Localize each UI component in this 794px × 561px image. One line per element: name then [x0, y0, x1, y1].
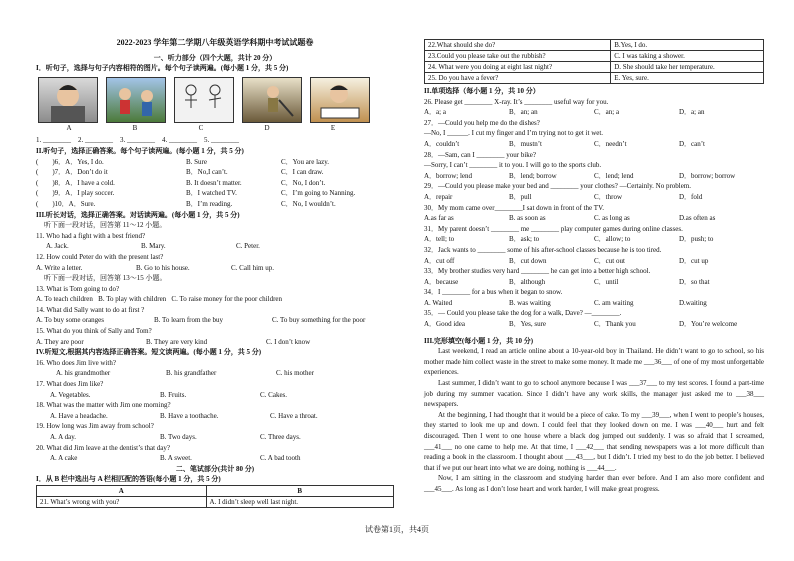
- q11: 11. Who had a fight with a best friend?: [36, 231, 146, 240]
- left-column: [36, 38, 394, 508]
- answer-a-cell: A. I didn’t sleep well last night.: [206, 496, 393, 507]
- q14: 14. What did Sally want to do at first ?: [36, 305, 145, 314]
- q17: 17. What does Jim like?: [36, 380, 104, 389]
- q27-line2: —No, I ______. I cut my finger and I’m trying not to get it wet.: [424, 129, 604, 138]
- q31: 31．My parent doesn’t ________ me ________ play computer games during online classes.: [424, 224, 683, 233]
- q35-options: A．Good idea B．Yes, sure C．Thank you D．You’re welcome: [424, 320, 738, 329]
- picture-b-sports: [106, 77, 166, 123]
- matching-table-top: [36, 485, 394, 508]
- q18: 18. What was the matter with Jim one morning?: [36, 401, 171, 410]
- part2-heading: 二、笔试部分(共计 80 分): [175, 464, 255, 473]
- picture-d-cleaning-cartoon: [242, 77, 302, 123]
- letter-c: C: [198, 123, 204, 132]
- section3-intro-2: 听下面一段对话，回答第 13～15 小题。: [44, 274, 167, 283]
- q32: 32．Jack wants to ________ some of his after-school classes because he is too tired.: [424, 245, 662, 254]
- q26: 26. Please get ________ X-ray. It’s ________ useful way for you.: [424, 97, 609, 106]
- mc-section-header: II.单项选择（每小题 1 分，共 10 分）: [424, 87, 540, 95]
- letter-e: E: [330, 123, 336, 132]
- q13-options: A. To teach children B. To play with children C. To raise money for the poor children: [36, 295, 283, 304]
- picture-c-dancing-cartoon: [174, 77, 234, 123]
- q28-options: A．borrow; lend B．lend; borrow C．lend; lend D．borrow; borrow: [424, 171, 736, 180]
- section3-header: III.听长对话，选择正确答案。对话读两遍。(每小题 1 分，共 5 分): [36, 210, 240, 219]
- q32-options: A．cut off B．cut down C．cut out D．cut up: [424, 256, 709, 265]
- q12-options: A. Write a letter. B. Go to his house. C. Call him up.: [36, 263, 274, 272]
- right-column: [424, 39, 764, 495]
- section4-header: IV.听短文,根据其内容选择正确答案。短文读两遍。(每小题 1 分，共 5 分): [36, 348, 262, 357]
- section3-intro-1: 听下面一段对话，回答第 11～12 小题。: [44, 221, 167, 230]
- q28-line1: 28．—Sam, can I ________ your bike?: [424, 150, 536, 159]
- q33: 33．My brother studies very hard ________ he can get into a better high school.: [424, 267, 651, 276]
- q8-row: ( )8．A．I have a cold. B. It doesn’t matter. C．No, I don’t.: [36, 178, 326, 187]
- q16-options: A. his grandmother B. his grandfather C. his mother: [56, 369, 314, 378]
- matching-table-continued: 22.What should she do? B.Yes, I do. 23.Could you please take out the rubbish? C. I was taking a shower. 24. What were you doing at eight last night? D. She should take her temperature. 25. Do you have a fever? E. Yes, sure.: [424, 39, 764, 84]
- letter-a: A: [66, 123, 72, 132]
- q29-options: A．repair B．pull C．throw D．fold: [424, 192, 703, 201]
- section5-header: I．从 B 栏中选出与 A 栏相匹配的答语(每小题 1 分，共 5 分): [36, 475, 221, 484]
- picture-e-boy-reading: [310, 77, 370, 123]
- q15-options: A. They are poor B. They are very kind C. I don’t know: [36, 337, 311, 346]
- q19: 19. How long was Jim away from school?: [36, 422, 154, 431]
- picture-letters: [36, 123, 394, 134]
- q7-row: ( )7．A．Don’t do it B．No,I can’t. C．I can draw.: [36, 168, 324, 177]
- page-footer: 试卷第1页，共4页: [365, 525, 429, 534]
- q12: 12. How could Peter do with the present last?: [36, 252, 164, 261]
- q17-options: A. Vegetables. B. Fruits. C. Cakes.: [50, 390, 288, 399]
- q35: 35．— Could you please take the dog for a walk, Dave? —________.: [424, 309, 622, 318]
- col-b-header: B: [206, 485, 393, 496]
- q20: 20. What did Jim leave at the dentist’s that day?: [36, 443, 171, 452]
- q28-line2: —Sorry, I can’t ________ it to you. I will go to the sports club.: [424, 161, 602, 170]
- q33-options: A．because B．although C．until D．so that: [424, 277, 710, 286]
- q19-options: A. A day. B. Two days. C. Three days.: [50, 433, 301, 441]
- q27-options: A．couldn’t B．mustn’t C．needn’t D．can’t: [424, 139, 705, 148]
- part1-heading: 一、听力部分（四个大题，共计 20 分）: [153, 53, 277, 62]
- q31-options: A．tell; to B．ask; to C．allow; to D．push; to: [424, 235, 714, 244]
- section2-header: II.听句子，选择正确答案。每个句子读两遍。(每小题 1 分，共 5 分): [36, 146, 244, 155]
- q9-row: ( )9．A．I play soccer. B．I watched TV. C．I’m going to Nanning.: [36, 189, 356, 198]
- cloze-paragraph-3: At the beginning, I had thought that it would be a piece of cake. To my ___39___, when I went to people’s houses, they started to look me up and down. I could feel that they looked down on me. I was ___40___ hurt and felt discouraged. Then I went to one house where a black dog jumped out suddenly. I was so afraid that I screamed, ___41___ no one came to help me. At that time, I ___42___ that sending newspapers was a lot more difficult than reading a book in the classroom. I thought about ___43___, but I didn’t. I tried my best to do the job better. I believed that if we put our heart into what we are doing, nothing is ___44___.: [424, 410, 764, 472]
- q18-options: A. Have a headache. B. Have a toothache. C. Have a throat.: [50, 411, 318, 420]
- picture-a-crying-boy: [38, 77, 98, 123]
- cloze-paragraph-4: Now, I am sitting in the classroom and studying harder than ever before. And I am also more confident and ___45___. As long as I don’t lose heart and work harder, I will make great progress.: [424, 474, 764, 493]
- q15: 15. What do you think of Sally and Tom?: [36, 327, 152, 336]
- letter-d: D: [264, 123, 270, 132]
- q34-options: A. Waited B. was waiting C. am waiting D.waiting: [424, 298, 707, 307]
- col-a-header: A: [37, 485, 207, 496]
- q27-line1: 27．—Could you help me do the dishes?: [424, 118, 540, 127]
- q26-options: A．a; a B．an; an C．an; a D．a; an: [424, 108, 705, 117]
- q20-options: A. A cake B. A sweet. C. A bad tooth: [50, 454, 301, 463]
- section1-header: I．听句子，选择与句子内容相符的图片。每个句子读两遍。(每小题 1 分，共 5 分): [36, 64, 289, 73]
- picture-row: [38, 77, 394, 121]
- letter-b: B: [132, 123, 138, 132]
- q14-options: A. To buy some oranges B. To learn from the buy C. To buy something for the poor: [36, 316, 366, 325]
- cloze-paragraph-2: Last summer, I didn’t want to go to school anymore because I was ___37___ to my test scores. I found a part-time job during my summer vacation. Since I didn’t have any work skills, the manager just asked me to ___38___ newspapers.: [424, 379, 764, 409]
- q13: 13. What is Tom going to do?: [36, 284, 120, 293]
- q10-row: ( )10．A．Sure. B．I’m reading. C．No, I wouldn’t.: [36, 199, 336, 208]
- q16: 16. Who does Jim live with?: [36, 358, 116, 367]
- q34: 34．I ________ for a bus when it began to snow.: [424, 288, 563, 297]
- cloze-section-header: III.完形填空(每小题 1 分，共 10 分): [424, 336, 534, 345]
- q30: 30．My mom came over________I sat down in front of the TV.: [424, 203, 604, 212]
- q11-options: A. Jack. B. Mary. C. Peter.: [46, 242, 260, 251]
- q21-cell: 21. What’s wrong with you?: [37, 496, 207, 507]
- q29: 29．—Could you please make your bed and ________ your clothes? —Certainly. No problem.: [424, 182, 692, 191]
- q30-options: A.as far as B. as soon as C. as long as D.as often as: [424, 214, 716, 223]
- exam-title: 2022-2023 学年第二学期八年级英语学科期中考试试题卷: [116, 38, 314, 47]
- cloze-paragraph-1: Last weekend, I read an article online about a 10-year-old boy in Thailand. He didn’t want to go to school, so his mother made him collect waste in the street to make some money. It made me ___36___ of one of my most unforgettable experiences.: [424, 347, 764, 377]
- answer-blanks-1-5: 1. ________ 2. ________ 3. ________ 4. ________ 5. ________: [36, 136, 239, 145]
- q6-row: ( )6．A．Yes, I do. B. Sure C．You are lazy.: [36, 157, 330, 166]
